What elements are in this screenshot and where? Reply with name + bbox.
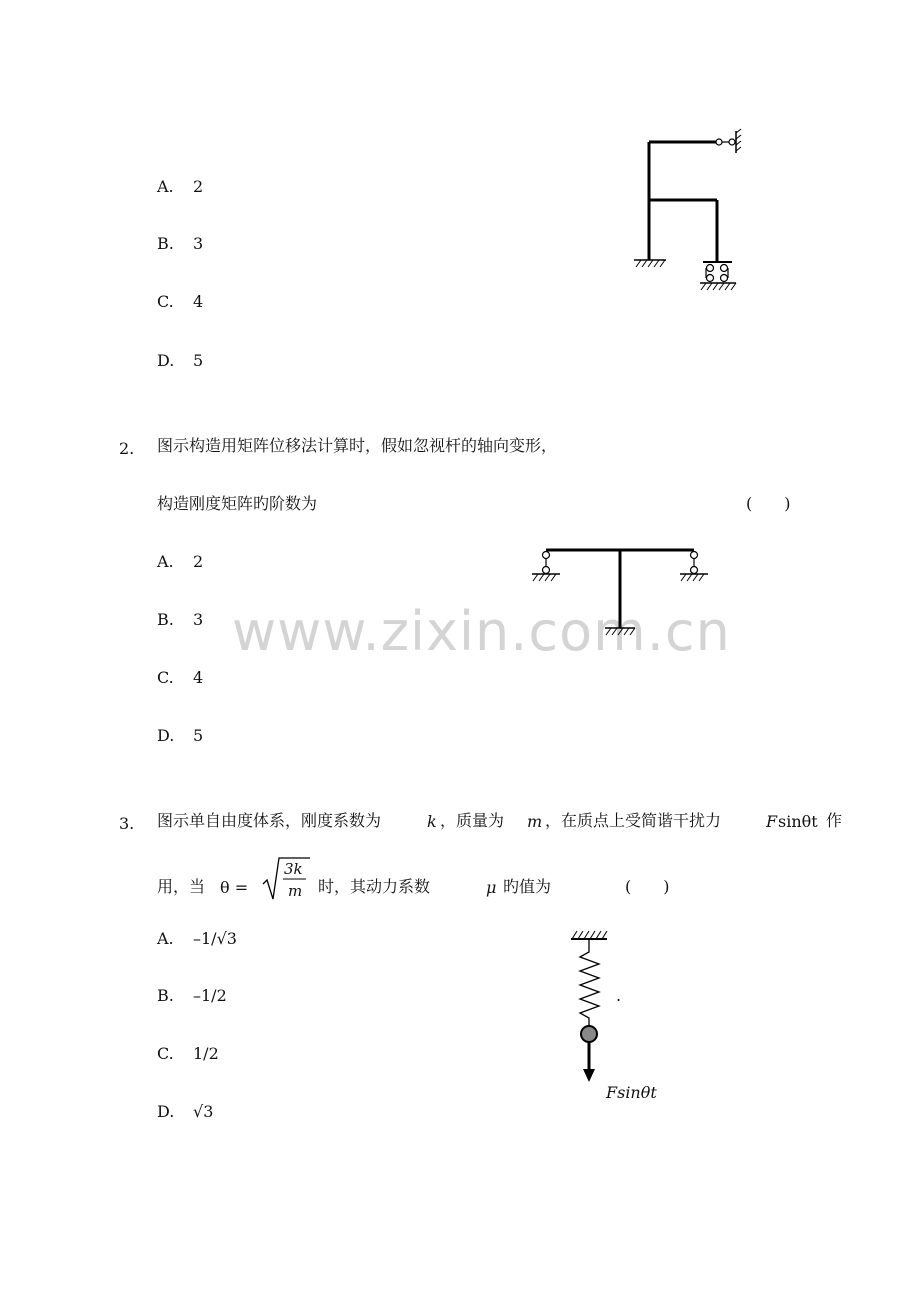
option-value: 2 <box>193 552 204 571</box>
option-letter: A. <box>157 177 174 196</box>
option-value: 5 <box>193 726 204 745</box>
question-text-part: 用，当 <box>157 877 206 896</box>
option-letter: A. <box>157 929 174 948</box>
watermark: www.zixin.com.cn <box>232 600 731 663</box>
figure-force-label: Fsinθt <box>606 1083 657 1102</box>
option-letter: B. <box>157 234 174 253</box>
question-text-part: 旳值为 <box>503 877 552 896</box>
theta-equals: θ = <box>220 878 249 897</box>
option-value: 4 <box>193 668 204 687</box>
option-letter: A. <box>157 552 174 571</box>
symbol-m: m <box>527 812 543 831</box>
question-text-part: 时，其动力系数 <box>318 877 431 896</box>
symbol-mu: μ <box>486 878 497 897</box>
fraction-numerator: 3k <box>284 860 303 878</box>
question-text-part: 作 <box>826 811 843 830</box>
option-letter: C. <box>157 668 174 687</box>
option-value: 3 <box>193 234 204 253</box>
option-value: 1/2 <box>193 1044 219 1063</box>
option-value: –1/√3 <box>193 929 237 948</box>
symbol-F: F <box>766 812 778 831</box>
answer-parentheses: ( ) <box>746 494 791 513</box>
option-letter: D. <box>157 726 175 745</box>
force-expression: sinθt <box>778 812 818 831</box>
option-letter: D. <box>157 1102 175 1121</box>
answer-parentheses: ( ) <box>625 877 670 896</box>
option-value: 2 <box>193 177 204 196</box>
option-value: –1/2 <box>193 986 227 1005</box>
option-value: 4 <box>193 292 204 311</box>
option-value: 5 <box>193 351 204 370</box>
fraction-denominator: m <box>288 882 303 900</box>
question-number: 2. <box>119 439 135 458</box>
option-letter: B. <box>157 986 174 1005</box>
option-value: √3 <box>193 1102 214 1121</box>
option-value: 3 <box>193 610 204 629</box>
option-letter: C. <box>157 292 174 311</box>
option-letter: D. <box>157 351 175 370</box>
question-text-part: ，质量为 <box>440 811 505 830</box>
option-letter: B. <box>157 610 174 629</box>
figure-force-label-clip <box>606 1083 657 1102</box>
option-letter: C. <box>157 1044 174 1063</box>
question-text-part: 图示单自由度体系，刚度系数为 <box>157 811 382 830</box>
question-text-part: ，在质点上受简谐干扰力 <box>545 811 722 830</box>
question-text-line2: 构造刚度矩阵旳阶数为 <box>157 494 318 513</box>
figure-dot: . <box>616 986 622 1005</box>
symbol-k: k <box>427 812 437 831</box>
question-number: 3. <box>119 814 135 833</box>
question-text-line1: 图示构造用矩阵位移法计算时，假如忽视杆的轴向变形， <box>157 436 558 455</box>
